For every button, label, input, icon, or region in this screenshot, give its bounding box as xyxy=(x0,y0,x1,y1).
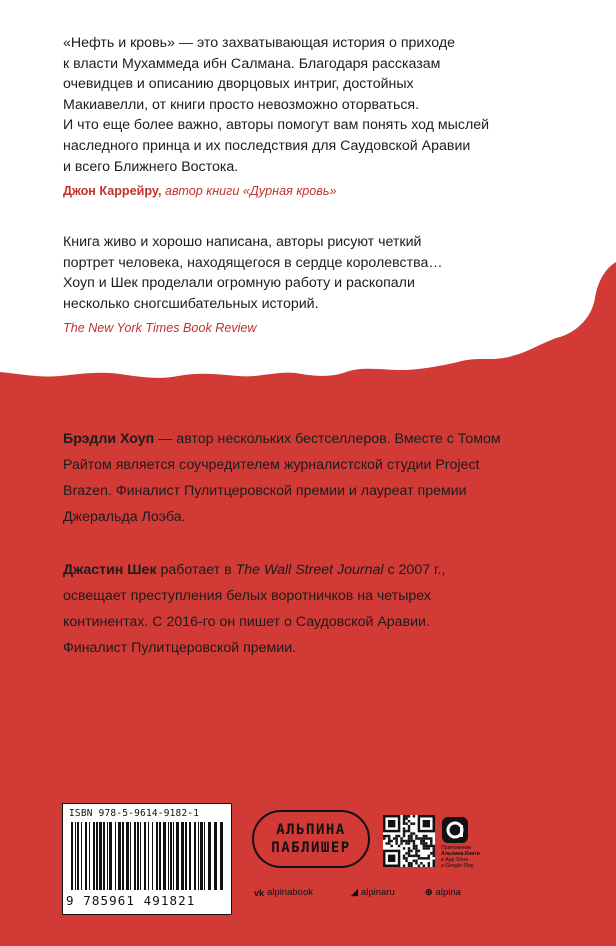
barcode-bar xyxy=(168,822,169,890)
barcode-bar xyxy=(163,822,166,890)
bio-line: освещает преступления белых воротничков на четырех xyxy=(63,588,431,604)
journal-name: The Wall Street Journal xyxy=(235,562,384,578)
author-name: Брэдли Хоуп xyxy=(63,431,155,447)
bio-line: Райтом является соучредителем журналистской студии Project xyxy=(63,457,480,473)
quote-line: Макиавелли, от книги просто невозможно оторваться. xyxy=(63,96,420,113)
author-bio-scheck xyxy=(63,557,533,661)
barcode-bar xyxy=(118,822,121,890)
barcode-bar xyxy=(75,822,76,890)
bio-line: континентах. С 2016-го он пишет о Саудовской Аравии. xyxy=(63,614,430,630)
quote-line: И что еще более важно, авторы помогут вам понять ход мыслей xyxy=(63,117,490,134)
bio-line: Финалист Пулитцеровской премии. xyxy=(63,640,297,656)
quote-source xyxy=(63,318,563,339)
quote-line: очевидцев и описанию дворцовых интриг, достойных xyxy=(63,76,414,93)
barcode-bar xyxy=(126,822,129,890)
author-name: Джастин Шек xyxy=(63,562,157,578)
app-promo-line: в App Store xyxy=(441,857,469,863)
quote-line: несколько сногсшибательных историй. xyxy=(63,295,319,312)
barcode-bar xyxy=(103,822,105,890)
publisher-name-line1: АЛЬПИНА xyxy=(276,822,346,838)
barcode-bar xyxy=(173,822,174,890)
social-alpina[interactable] xyxy=(425,887,461,898)
quote-line: Книга живо и хорошо написана, авторы рисуют четкий xyxy=(63,234,422,250)
bio-line: Джеральда Лоэба. xyxy=(63,509,186,525)
quote-line: наследного принца и их последствия для Саудовской Аравии xyxy=(63,137,471,154)
app-promo-line: и Google Play xyxy=(441,863,474,869)
bio-line: Brazen. Финалист Пулитцеровской премии и лауреат премии xyxy=(63,483,467,499)
barcode-bar xyxy=(85,822,87,890)
quote-line: и всего Ближнего Востока. xyxy=(63,158,239,175)
telegram-icon: ◢ xyxy=(351,887,358,897)
barcode-bar xyxy=(185,822,187,890)
barcode-bars xyxy=(71,822,223,892)
barcode-bar xyxy=(198,822,199,890)
bio-text: с 2007 г., xyxy=(383,562,446,578)
quote-line: портрет человека, находящегося в сердце королевства… xyxy=(63,254,443,271)
qr-code-icon[interactable] xyxy=(383,815,435,867)
attribution-note: автор книги «Дурная кровь» xyxy=(164,184,337,199)
plus-icon: ⊕ xyxy=(425,887,433,897)
barcode-bar xyxy=(134,822,136,890)
barcode-bar xyxy=(122,822,124,890)
app-promo[interactable] xyxy=(441,815,511,871)
barcode-bar xyxy=(96,822,98,890)
barcode-bar xyxy=(200,822,203,890)
barcode-bar xyxy=(99,822,102,890)
social-label: alpinaru xyxy=(360,887,395,898)
review-quote-carreyrou xyxy=(63,33,563,202)
app-promo-line: Альпина.Книги xyxy=(441,851,480,857)
social-vk[interactable] xyxy=(254,887,313,898)
bio-line xyxy=(63,426,533,452)
barcode-bar xyxy=(152,822,153,890)
barcode-bar xyxy=(170,822,172,890)
alpina-app-icon xyxy=(442,817,468,843)
barcode-bar xyxy=(89,822,90,890)
barcode-bar xyxy=(159,822,161,890)
barcode-bar xyxy=(189,822,191,890)
publisher-logo xyxy=(252,810,370,868)
social-telegram[interactable] xyxy=(351,887,395,898)
bio-line xyxy=(63,557,533,583)
barcode-bar xyxy=(81,822,82,890)
social-label: alpinabook xyxy=(267,887,313,898)
vk-icon: vk xyxy=(254,887,265,898)
barcode-bar xyxy=(71,822,73,890)
author-bio-hope xyxy=(63,426,533,530)
barcode-bar xyxy=(137,822,139,890)
isbn-label: ISBN 978-5-9614-9182-1 xyxy=(69,808,200,819)
barcode-bar xyxy=(181,822,184,890)
barcode-bar xyxy=(176,822,179,890)
barcode-bar xyxy=(220,822,223,890)
barcode-bar xyxy=(140,822,141,890)
barcode-digits: 9 785961 491821 xyxy=(66,893,196,908)
isbn-barcode xyxy=(62,803,232,915)
barcode-bar xyxy=(148,822,149,890)
barcode-bar xyxy=(77,822,79,890)
barcode-bar xyxy=(93,822,95,890)
barcode-bar xyxy=(109,822,112,890)
barcode-bar xyxy=(107,822,108,890)
bio-text: работает в xyxy=(156,562,236,578)
app-promo-text xyxy=(441,845,511,869)
publisher-name-line2: ПАБЛИШЕР xyxy=(271,840,351,856)
app-promo-line: Приложение xyxy=(441,845,472,851)
barcode-bar xyxy=(156,822,158,890)
quote-line: «Нефть и кровь» — это захватывающая история о приходе xyxy=(63,35,455,51)
barcode-bar xyxy=(194,822,196,890)
barcode-bar xyxy=(214,822,217,890)
quote-line: Хоуп и Шек проделали огромную работу и раскопали xyxy=(63,275,415,292)
social-label: alpina xyxy=(435,887,461,898)
barcode-bar xyxy=(208,822,211,890)
barcode-bar xyxy=(204,822,205,890)
barcode-bar xyxy=(144,822,146,890)
source-name: The New York Times Book Review xyxy=(63,321,257,336)
quote-line: к власти Мухаммеда ибн Салмана. Благодаря рассказам xyxy=(63,55,441,72)
bio-text: — автор нескольких бестселлеров. Вместе с Томом xyxy=(154,431,501,447)
barcode-bar xyxy=(130,822,131,890)
review-quote-nyt xyxy=(63,232,563,339)
quote-attribution xyxy=(63,181,563,202)
attribution-name: Джон Каррейру, xyxy=(63,184,162,199)
barcode-bar xyxy=(115,822,116,890)
